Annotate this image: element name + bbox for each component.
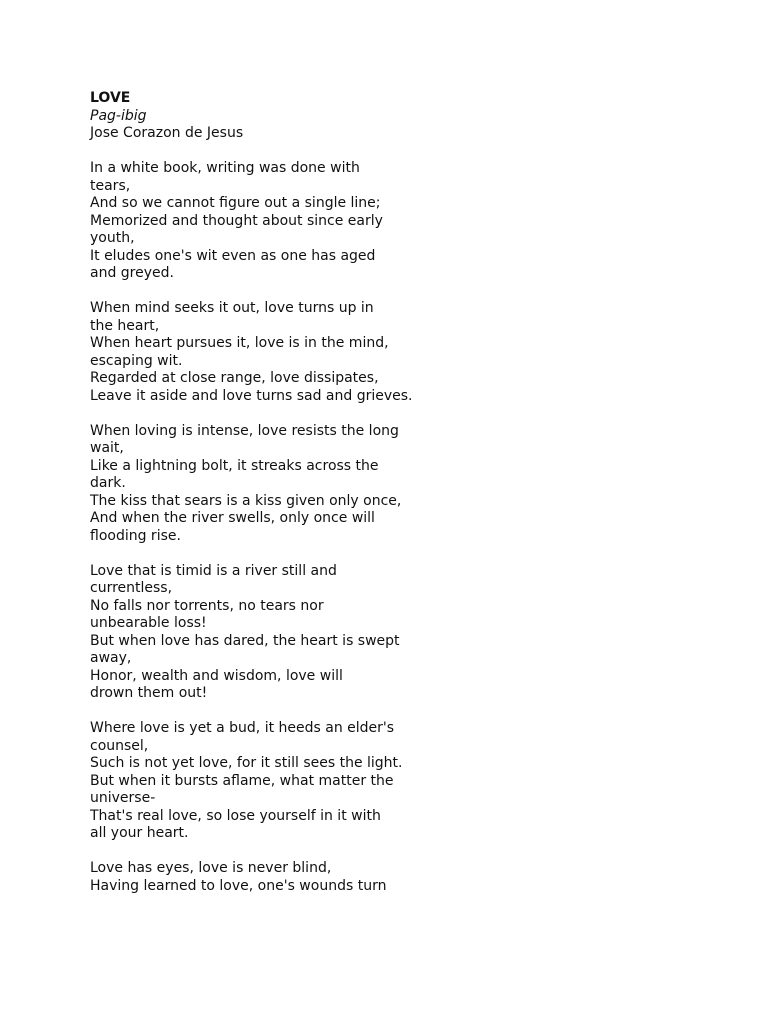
poem-line: flooding rise. [90, 527, 181, 544]
poem-line: Where love is yet a bud, it heeds an elder's [90, 720, 395, 736]
poem-line: When mind seeks it out, love turns up in [90, 300, 374, 316]
poem-line: youth, [90, 230, 135, 246]
stanza-gap [90, 143, 450, 161]
poem-line: tears, [90, 177, 131, 194]
stanza-3 [90, 423, 450, 546]
poem-subtitle: Pag-ibig [90, 107, 147, 124]
poem-line: And so we cannot figure out a single line; [90, 195, 381, 211]
stanza-4 [90, 563, 450, 703]
stanza-gap [90, 405, 450, 423]
poem-line: Having learned to love, one's wounds turn [90, 877, 387, 894]
poem-author: Jose Corazon de Jesus [90, 125, 244, 141]
poem-line: away, [90, 650, 132, 666]
stanza-2 [90, 300, 450, 405]
poem-line: No falls nor torrents, no tears nor [90, 597, 324, 614]
poem-line: It eludes one's wit even as one has aged [90, 247, 376, 264]
poem-line: Like a lightning bolt, it streaks across the [90, 457, 379, 474]
stanza-gap [90, 843, 450, 861]
poem-line: When heart pursues it, love is in the mind, [90, 335, 389, 351]
poem-line: When loving is intense, love resists the long [90, 422, 399, 439]
poem-line: In a white book, writing was done with [90, 160, 360, 176]
poem-line: dark. [90, 475, 126, 491]
stanza-1 [90, 160, 450, 283]
poem-line: Memorized and thought about since early [90, 212, 383, 229]
poem-line: But when love has dared, the heart is swept [90, 632, 400, 649]
stanza-5 [90, 720, 450, 843]
poem-line: The kiss that sears is a kiss given only once, [90, 492, 402, 509]
stanza-6 [90, 860, 450, 895]
poem-line: universe- [90, 790, 156, 806]
poem-line: all your heart. [90, 825, 189, 841]
poem-line: and greyed. [90, 265, 174, 281]
stanza-gap [90, 545, 450, 563]
poem-line: escaping wit. [90, 352, 183, 369]
poem-line: Such is not yet love, for it still sees the light. [90, 755, 403, 771]
poem-line: currentless, [90, 580, 173, 596]
poem-line: Regarded at close range, love dissipates, [90, 370, 379, 386]
poem-line: But when it bursts aflame, what matter the [90, 772, 394, 789]
poem-line: drown them out! [90, 685, 208, 701]
poem-title: LOVE [90, 90, 131, 106]
stanza-gap [90, 283, 450, 301]
poem-line: unbearable loss! [90, 615, 207, 631]
poem-line: the heart, [90, 317, 160, 334]
poem-line: Love has eyes, love is never blind, [90, 860, 332, 876]
poem-line: That's real love, so lose yourself in it with [90, 807, 381, 824]
poem-line: Love that is timid is a river still and [90, 562, 337, 579]
poem-line: And when the river swells, only once will [90, 510, 375, 526]
poem [90, 90, 450, 895]
stanza-gap [90, 703, 450, 721]
poem-line: Leave it aside and love turns sad and grieves. [90, 387, 413, 404]
poem-line: Honor, wealth and wisdom, love will [90, 667, 343, 684]
poem-line: counsel, [90, 737, 149, 754]
poem-line: wait, [90, 440, 124, 456]
